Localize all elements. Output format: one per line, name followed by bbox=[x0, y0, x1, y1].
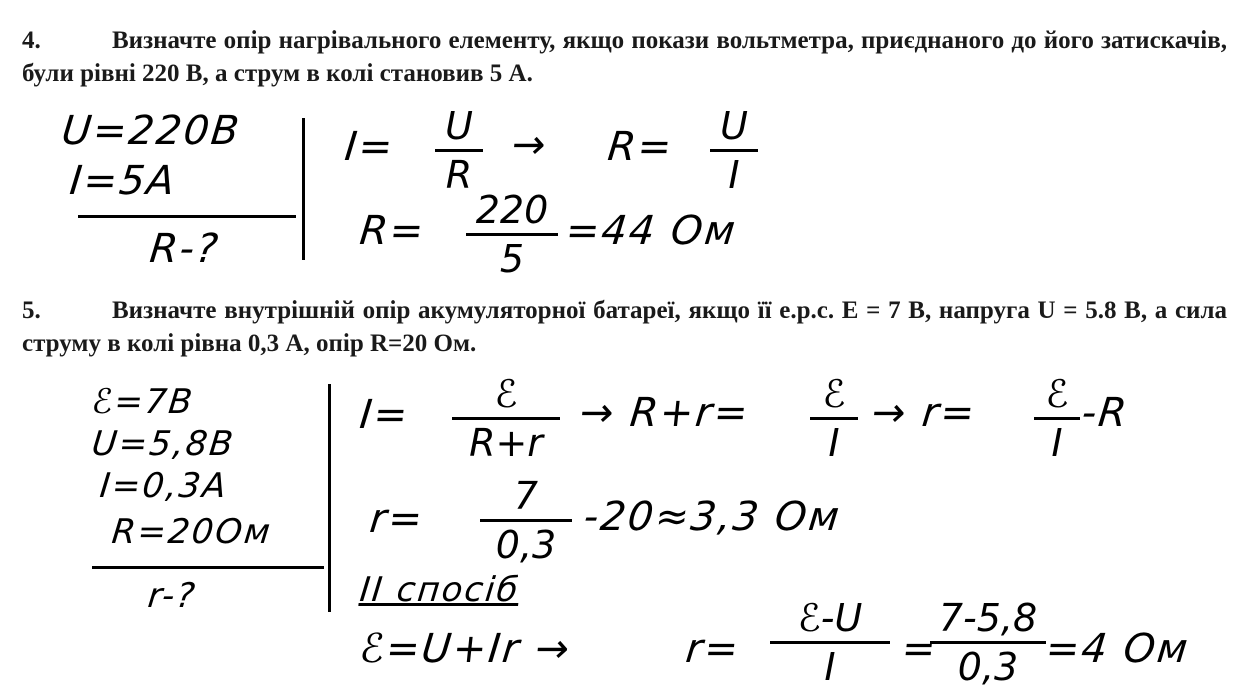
f3-denominator: I bbox=[1051, 421, 1063, 465]
m2-result: =4 Ом bbox=[1043, 626, 1192, 672]
m2-fraction-2 bbox=[930, 596, 1046, 689]
c1-lhs: r= bbox=[367, 496, 427, 542]
fraction-bar bbox=[480, 519, 572, 522]
m2-fraction bbox=[770, 596, 890, 689]
fraction-bar bbox=[810, 417, 858, 420]
fraction-bar bbox=[770, 641, 890, 644]
c1-result: -20≈3,3 Ом bbox=[581, 494, 844, 540]
ohm-law-fraction bbox=[435, 104, 483, 197]
m2-equation: ℰ=U+Ir → bbox=[357, 626, 574, 672]
given-resistance-5: R=20Ом bbox=[109, 512, 274, 552]
given-current: I=5A bbox=[67, 158, 179, 204]
f1-lhs: I= bbox=[357, 392, 412, 438]
given-divider-5 bbox=[92, 566, 324, 569]
calc-lhs: R= bbox=[357, 208, 428, 254]
method-2-heading: II спосіб bbox=[357, 570, 522, 610]
vertical-separator bbox=[302, 118, 305, 260]
fraction-bar bbox=[930, 641, 1046, 644]
resistance-formula-numerator: U bbox=[720, 104, 748, 148]
task-4-number: 4. bbox=[22, 27, 41, 54]
f1-denominator: R+r bbox=[469, 421, 543, 465]
f1-fraction bbox=[452, 372, 560, 465]
given-divider bbox=[78, 215, 296, 218]
m2-lhs: r= bbox=[683, 626, 743, 672]
task-4-text: Визначте опір нагрівального елементу, якщо покази вольтметра, приєднаного до його затискачів, були рівні 220 В, а струм в колі становив 5 А. bbox=[22, 27, 1227, 87]
f3-expression: → r= bbox=[869, 390, 979, 436]
f1-numerator: ℰ bbox=[494, 372, 518, 416]
given-voltage: U=220B bbox=[59, 108, 244, 154]
fraction-bar bbox=[710, 149, 758, 152]
ohm-law-denominator: R bbox=[445, 153, 473, 197]
fraction-bar bbox=[466, 233, 558, 236]
find-internal-resistance: r-? bbox=[145, 576, 199, 616]
m2-numerator-2: 7-5,8 bbox=[938, 596, 1038, 640]
f3-rhs: -R bbox=[1079, 390, 1131, 436]
task-4-statement bbox=[22, 24, 1227, 90]
resistance-formula-denominator: I bbox=[728, 153, 740, 197]
given-voltage-5: U=5,8B bbox=[89, 424, 237, 464]
arrow-icon: → bbox=[509, 122, 550, 168]
vertical-separator-5 bbox=[328, 384, 331, 612]
fraction-bar bbox=[435, 149, 483, 152]
task-5-text: Визначте внутрішній опір акумуляторної батареї, якщо її е.р.с. Е = 7 В, напруга U = 5.8 В, а сила струму в колі рівна 0,3 А, опір R=20 Ом. bbox=[22, 297, 1227, 357]
fraction-bar bbox=[1034, 417, 1080, 420]
f2-fraction bbox=[810, 372, 858, 465]
f3-fraction bbox=[1034, 372, 1080, 465]
find-resistance: R-? bbox=[147, 226, 222, 272]
f3-numerator: ℰ bbox=[1045, 372, 1069, 416]
m2-numerator: ℰ-U bbox=[797, 596, 863, 640]
calc-denominator: 5 bbox=[499, 237, 525, 281]
m2-equals: = bbox=[899, 626, 940, 672]
calc-numerator: 220 bbox=[475, 188, 549, 232]
ohm-law-numerator: U bbox=[445, 104, 473, 148]
calc-result: =44 Ом bbox=[563, 208, 740, 254]
f2-numerator: ℰ bbox=[822, 372, 846, 416]
given-current-5: I=0,3A bbox=[97, 466, 230, 506]
c1-numerator: 7 bbox=[513, 474, 539, 518]
fraction-bar bbox=[452, 417, 560, 420]
task-5-number: 5. bbox=[22, 297, 41, 324]
c1-fraction bbox=[480, 474, 572, 567]
c1-denominator: 0,3 bbox=[495, 523, 557, 567]
m2-denominator: I bbox=[824, 645, 836, 689]
calc-fraction bbox=[466, 188, 558, 281]
task-5-statement bbox=[22, 294, 1227, 360]
f2-expression: → R+r= bbox=[577, 390, 752, 436]
m2-denominator-2: 0,3 bbox=[957, 645, 1019, 689]
resistance-formula-lhs: R= bbox=[605, 124, 676, 170]
f2-denominator: I bbox=[828, 421, 840, 465]
resistance-formula-fraction bbox=[710, 104, 758, 197]
given-emf: ℰ=7B bbox=[89, 382, 197, 422]
ohm-law-lhs: I= bbox=[342, 124, 397, 170]
